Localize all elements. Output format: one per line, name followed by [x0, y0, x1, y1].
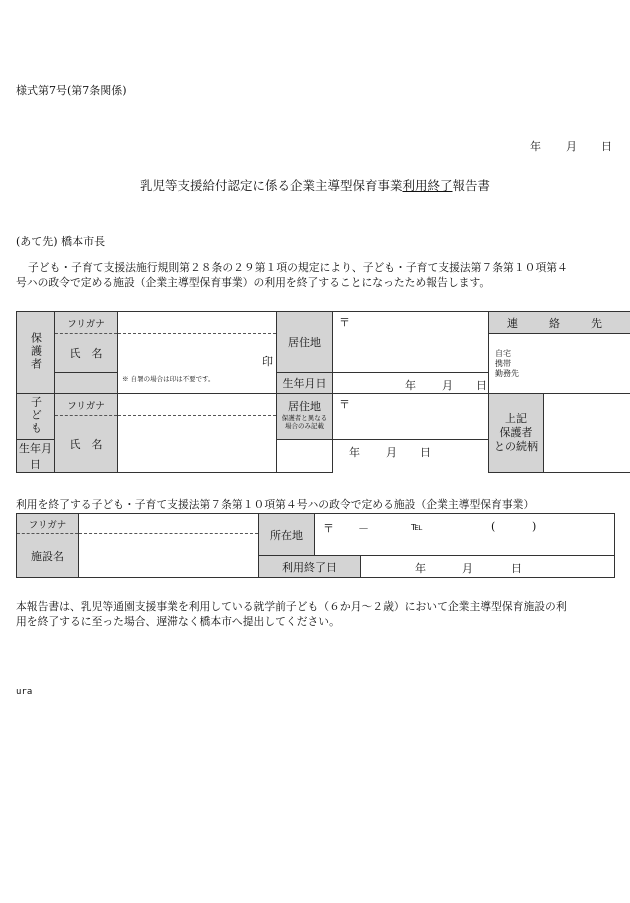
child-name-field[interactable]: [118, 416, 277, 473]
facility-tel-paren-close: ): [532, 520, 537, 533]
date-month-label: 月: [566, 140, 577, 153]
seal-mark: 印: [262, 355, 273, 368]
title-suffix: 報告書: [452, 178, 491, 193]
postal-mark: 〒: [339, 316, 350, 329]
guardian-name-field[interactable]: [118, 334, 277, 394]
title-underlined: 利用終了: [402, 178, 453, 193]
facility-location-field[interactable]: [315, 514, 615, 556]
child-furigana-field[interactable]: [118, 394, 277, 416]
contact-field[interactable]: [489, 334, 630, 394]
child-birth-label: 生年月日: [17, 440, 55, 473]
guardian-label-cell: [17, 312, 55, 394]
end-year-label: 年: [415, 562, 426, 575]
footer-line-2: 用を終了するに至った場合、遅滞なく橋本市へ提出してください。: [16, 615, 340, 628]
date-day-label: 日: [601, 140, 612, 153]
relation-label: [489, 394, 544, 473]
child-name-label: 氏 名: [55, 416, 118, 473]
facility-tel-mark: ℡: [411, 520, 423, 533]
guardian-birth-label: 生年月日: [277, 373, 333, 394]
child-label-cell: [17, 394, 55, 440]
facility-furigana-label: フリガナ: [17, 514, 79, 534]
guardian-address-label: 居住地: [277, 312, 333, 373]
applicant-table: [16, 311, 630, 473]
contact-header: 連 絡 先: [489, 312, 630, 334]
addressee: (あて先) 橋本市長: [16, 235, 106, 248]
footer-line-1: 本報告書は、乳児等通園支援事業を利用している就学前子ども（６か月～２歳）において企業主導型保育施設の利: [16, 600, 567, 613]
child-birth-year-label: 年: [349, 446, 360, 459]
end-date-field[interactable]: [361, 556, 615, 578]
facility-postal-dash: －: [358, 522, 369, 535]
guardian-birth-field[interactable]: [333, 373, 489, 394]
intro-line-1: 子ども・子育て支援法施行規則第２８条の２９第１項の規定により、子ども・子育て支援法第７条第１０項第４: [28, 261, 568, 274]
contact-mobile-label: 携帯: [495, 358, 511, 368]
guardian-furigana-label: フリガナ: [55, 312, 118, 334]
facility-tel-paren-open: (: [491, 520, 496, 533]
guardian-name-label: 氏 名: [55, 334, 118, 373]
facility-name-field[interactable]: [79, 534, 259, 578]
birth-year-label: 年: [405, 379, 416, 392]
child-address-field[interactable]: [333, 394, 489, 440]
contact-home-label: 自宅: [495, 348, 511, 358]
contact-work-label: 勤務先: [495, 368, 519, 378]
date-year-label: 年: [530, 140, 541, 153]
facility-postal-mark: 〒: [323, 522, 334, 535]
end-day-label: 日: [511, 562, 522, 575]
child-label: 子ども: [29, 395, 43, 435]
intro-line-2: 号ハの政令で定める施設（企業主導型保育事業）の利用を終了することになったため報告します。: [16, 276, 491, 289]
child-birth-field[interactable]: [277, 440, 431, 473]
child-birth-month-label: 月: [386, 446, 397, 459]
child-address-note-1: 保護者と異なる: [281, 414, 328, 422]
birth-month-label: 月: [442, 379, 453, 392]
child-address-title: 居住地: [288, 400, 321, 413]
guardian-label: 保護者: [29, 331, 43, 371]
child-birth-day-label: 日: [420, 446, 431, 459]
relation-line-1: 上記: [505, 412, 527, 425]
relation-field[interactable]: [544, 394, 630, 473]
child-furigana-label: フリガナ: [55, 394, 118, 416]
child-postal-mark: 〒: [339, 398, 350, 411]
footnote: ura: [16, 687, 33, 697]
guardian-name-label-bottom: [55, 373, 118, 394]
seal-note: ※ 自署の場合は印は不要です。: [122, 375, 215, 383]
birth-day-label: 日: [476, 379, 487, 392]
facility-furigana-field[interactable]: [79, 514, 259, 534]
facility-name-label: 施設名: [17, 534, 79, 578]
page-title: [0, 176, 630, 194]
guardian-furigana-field[interactable]: [118, 312, 277, 334]
guardian-address-field[interactable]: [333, 312, 489, 373]
facility-location-label: 所在地: [259, 514, 315, 556]
relation-line-3: との続柄: [494, 440, 538, 453]
child-address-note-2: 場合のみ記載: [285, 422, 324, 430]
child-address-label: [277, 394, 333, 440]
form-number: 様式第7号(第7条関係): [16, 84, 127, 97]
end-date-label: 利用終了日: [259, 556, 361, 578]
title-prefix: 乳児等支援給付認定に係る企業主導型保育事業: [139, 178, 403, 193]
end-month-label: 月: [462, 562, 473, 575]
relation-line-2: 保護者: [499, 426, 533, 439]
section2-heading: 利用を終了する子ども・子育て支援法第７条第１０項第４号ハの政令で定める施設（企業主導型保育事業）: [16, 498, 535, 511]
facility-table: [16, 513, 615, 578]
